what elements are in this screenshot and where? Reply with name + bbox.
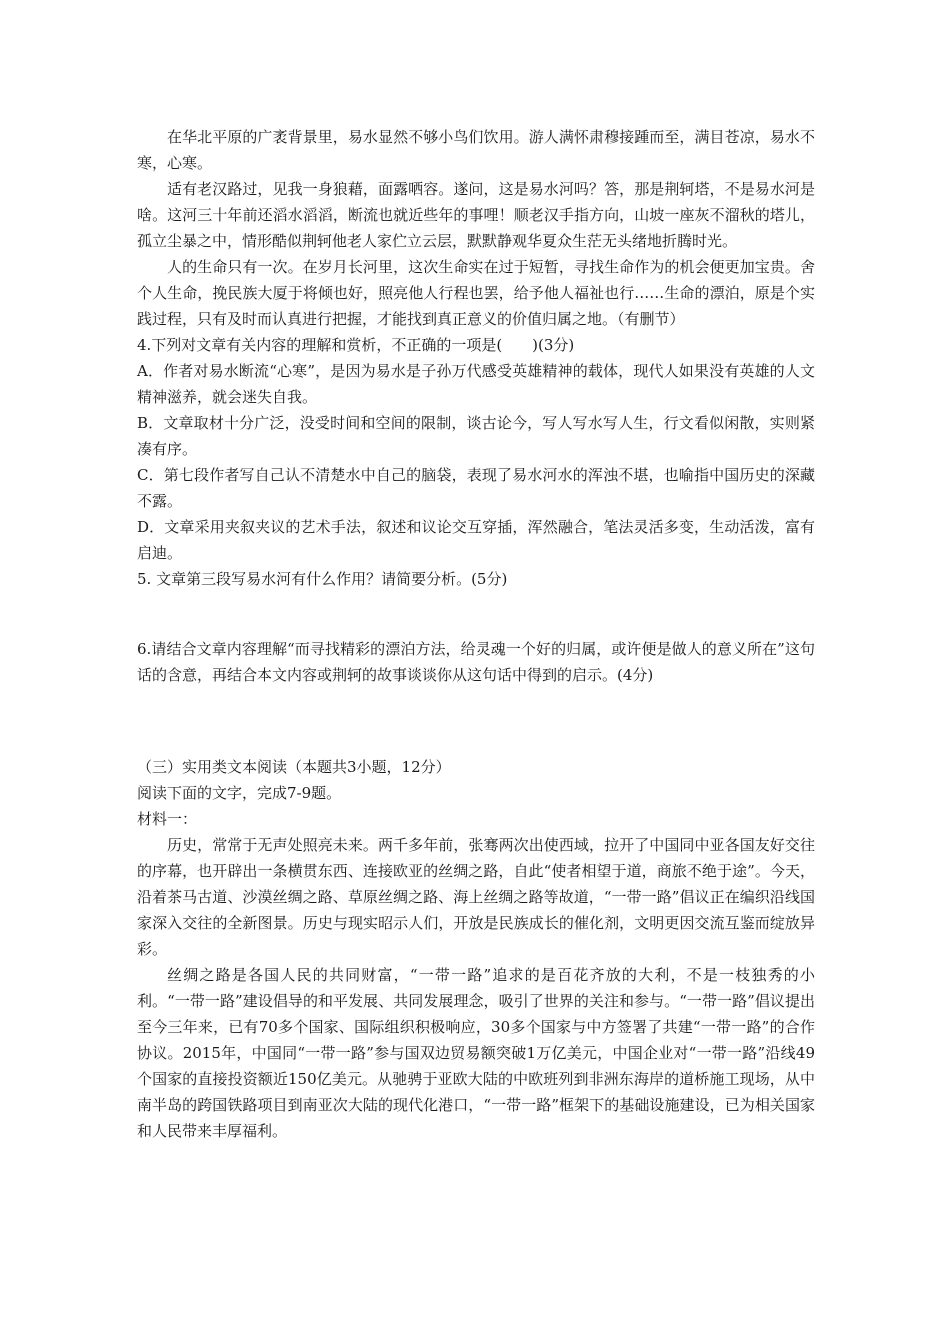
- question-4-option-c: C．第七段作者写自己认不清楚水中自己的脑袋，表现了易水河水的浑浊不堪，也喻指中国历史的深藏不露。: [137, 466, 815, 510]
- essay-paragraph-3: 人的生命只有一次。在岁月长河里，这次生命实在过于短暂，寻找生命作为的机会便更加宝贵。舍个人生命，挽民族大厦于将倾也好，照亮他人行程也罢，给予他人福祉也行……生命的漂泊，原是个实践过程，只有及时而认真进行把握，才能找到真正意义的价值归属之地。（有删节）: [137, 258, 815, 328]
- answer-space-6: [137, 688, 815, 754]
- material-1-paragraph-2: 丝绸之路是各国人民的共同财富，“一带一路”追求的是百花齐放的大利，不是一枝独秀的小利。“一带一路”建设倡导的和平发展、共同发展理念，吸引了世界的关注和参与。“一带一路”倡议提出至今三年来，已有70多个国家、国际组织积极响应，30多个国家与中方签署了共建“一带一路”的合作协议。2015年，中国同“一带一路”参与国双边贸易额突破1万亿美元，中国企业对“一带一路”沿线49个国家的直接投资额近150亿美元。从驰骋于亚欧大陆的中欧班列到非洲东海岸的道桥施工现场，从中南半岛的跨国铁路项目到南亚次大陆的现代化港口，“一带一路”框架下的基础设施建设，已为相关国家和人民带来丰厚福利。: [137, 966, 815, 1140]
- material-1-label: 材料一：: [137, 810, 198, 828]
- question-4-option-d: D．文章采用夹叙夹议的艺术手法，叙述和议论交互穿插，浑然融合，笔法灵活多变，生动活泼，富有启迪。: [137, 518, 815, 562]
- section-3-instruction: 阅读下面的文字，完成7-9题。: [137, 784, 342, 802]
- question-4-stem: 4.下列对文章有关内容的理解和赏析，不正确的一项是( )(3分): [137, 336, 575, 354]
- essay-paragraph-1: 在华北平原的广袤背景里，易水显然不够小鸟们饮用。游人满怀肃穆接踵而至，满目苍凉，易水不寒，心寒。: [137, 128, 815, 172]
- document-page: [137, 124, 815, 1144]
- question-6: 6.请结合文章内容理解“而寻找精彩的漂泊方法，给灵魂一个好的归属，或许便是做人的意义所在”这句话的含意，再结合本文内容或荆轲的故事谈谈你从这句话中得到的启示。(4分): [137, 640, 815, 684]
- material-1-paragraph-1: 历史，常常于无声处照亮未来。两千多年前，张骞两次出使西域，拉开了中国同中亚各国友好交往的序幕，也开辟出一条横贯东西、连接欧亚的丝绸之路，自此“使者相望于道，商旅不绝于途”。今天，沿着茶马古道、沙漠丝绸之路、草原丝绸之路、海上丝绸之路等故道，“一带一路”倡议正在编织沿线国家深入交往的全新图景。历史与现实昭示人们，开放是民族成长的催化剂，文明更因交流互鉴而绽放异彩。: [137, 836, 815, 958]
- question-4-option-a: A．作者对易水断流“心寒”，是因为易水是子孙万代感受英雄精神的载体，现代人如果没有英雄的人文精神滋养，就会迷失自我。: [137, 362, 815, 406]
- essay-paragraph-2: 适有老汉路过，见我一身狼藉，面露哂容。遂问，这是易水河吗？答，那是荆轲塔，不是易水河是啥。这河三十年前还滔水滔滔，断流也就近些年的事哩！顺老汉手指方向，山坡一座灰不溜秋的塔儿，孤立尘暴之中，情形酷似荆轲他老人家伫立云层，默默静观华夏众生茫无头绪地折腾时光。: [137, 180, 815, 250]
- section-3-heading: （三）实用类文本阅读（本题共3小题，12分）: [137, 758, 451, 776]
- question-4-option-b: B．文章取材十分广泛，没受时间和空间的限制，谈古论今，写人写水写人生，行文看似闲散，实则紧凑有序。: [137, 414, 815, 458]
- question-5: 5. 文章第三段写易水河有什么作用？请简要分析。(5分): [137, 570, 508, 588]
- answer-space-5: [137, 592, 815, 636]
